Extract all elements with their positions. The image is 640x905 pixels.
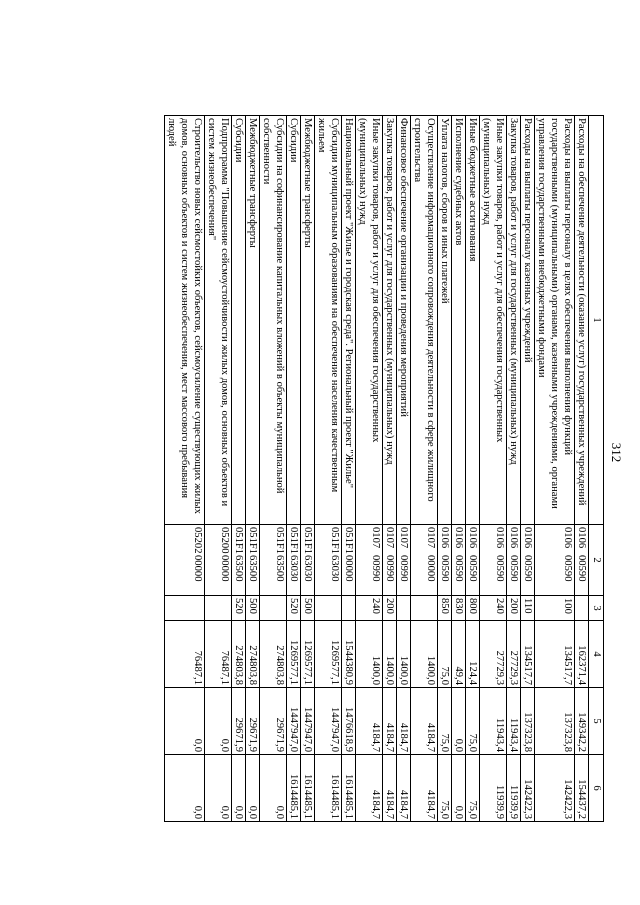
row-value-2021: 0,0 <box>165 755 205 822</box>
row-section: 0107 <box>370 527 381 549</box>
row-type: 520 <box>232 596 246 621</box>
row-type <box>342 596 356 621</box>
row-section: 051F1 <box>233 527 244 555</box>
row-name: Субсидии <box>232 116 246 525</box>
row-value-2021: 11939,9 <box>480 755 507 822</box>
row-value-2019: 49,4 <box>452 621 466 688</box>
row-value-2019: 1400,0 <box>356 621 383 688</box>
row-type: 240 <box>480 596 507 621</box>
row-value-2021: 0,0 <box>246 755 260 822</box>
row-section: 0107 <box>398 527 409 549</box>
row-code <box>342 525 356 596</box>
row-code <box>356 525 383 596</box>
row-target: 00590 <box>467 555 478 582</box>
row-value-2019: 1269577,1 <box>287 621 301 688</box>
row-section: 0106 <box>494 527 505 549</box>
row-type: 800 <box>466 596 480 621</box>
row-value-2020: 1447947,0 <box>315 688 342 755</box>
table-row <box>356 116 383 822</box>
page-number: 312 <box>609 442 624 463</box>
row-target: 00590 <box>508 555 519 582</box>
row-section: 051F1 <box>329 527 340 555</box>
row-code <box>535 525 575 596</box>
row-target: 00990 <box>370 555 381 582</box>
col-header-3: 3 <box>589 596 604 621</box>
col-header-4: 4 <box>589 621 604 688</box>
row-value-2020: 137323,8 <box>521 688 535 755</box>
row-section: 0106 <box>453 527 464 549</box>
row-target: 00590 <box>576 555 587 582</box>
row-value-2019: 1400,0 <box>383 621 397 688</box>
row-value-2021: 0,0 <box>205 755 232 822</box>
row-value-2019: 124,4 <box>466 621 480 688</box>
row-code <box>315 525 342 596</box>
table-row <box>315 116 342 822</box>
row-value-2021: 0,0 <box>260 755 287 822</box>
row-section: 051F1 <box>343 527 354 555</box>
row-name: Исполнение судебных актов <box>452 116 466 525</box>
row-name: Иные бюджетные ассигнования <box>466 116 480 525</box>
table-row <box>438 116 452 822</box>
row-value-2020: 75,0 <box>466 688 480 755</box>
row-value-2021: 154437,2 <box>575 755 589 822</box>
row-target: 00590 <box>494 555 505 582</box>
col-header-6: 6 <box>589 755 604 822</box>
table-row <box>205 116 232 822</box>
row-value-2020: 1476618,9 <box>342 688 356 755</box>
row-target: 63500 <box>274 555 285 582</box>
row-target: 00000 <box>343 555 354 582</box>
row-type: 500 <box>246 596 260 621</box>
row-name: Расходы на обеспечение деятельности (оказание услуг) государственных учреждений <box>575 116 589 525</box>
col-header-5: 5 <box>589 688 604 755</box>
row-code <box>287 525 301 596</box>
row-section: 051F1 <box>288 527 299 555</box>
row-value-2020: 4184,7 <box>356 688 383 755</box>
row-section: 0106 <box>562 527 573 549</box>
row-value-2021: 11939,9 <box>507 755 521 822</box>
row-value-2019: 1400,0 <box>397 621 411 688</box>
row-type: 200 <box>507 596 521 621</box>
table-row <box>342 116 356 822</box>
table-row <box>507 116 521 822</box>
row-target: 00000 <box>192 555 203 582</box>
row-section: 0106 <box>467 527 478 549</box>
row-target: 63500 <box>233 555 244 582</box>
row-section: 0106 <box>522 527 533 549</box>
row-section: 05200 <box>219 527 230 554</box>
row-type <box>205 596 232 621</box>
row-value-2021: 142422,3 <box>535 755 575 822</box>
row-code <box>438 525 452 596</box>
row-type: 830 <box>452 596 466 621</box>
row-value-2021: 75,0 <box>438 755 452 822</box>
table-row <box>535 116 575 822</box>
row-value-2020: 1447947,0 <box>301 688 315 755</box>
row-code <box>507 525 521 596</box>
row-name: Субсидии <box>287 116 301 525</box>
table-row <box>397 116 411 822</box>
row-name: Субсидии на софинансирование капитальных вложений в объекты муниципальной собственности <box>260 116 287 525</box>
row-type <box>260 596 287 621</box>
row-value-2019: 27729,3 <box>480 621 507 688</box>
row-section: 051F1 <box>274 527 285 555</box>
table-row <box>575 116 589 822</box>
row-value-2020: 29671,9 <box>246 688 260 755</box>
row-value-2019: 274803,8 <box>260 621 287 688</box>
row-name: Иные закупки товаров, работ и услуг для обеспечения государственных (муниципальных) нужд <box>356 116 383 525</box>
col-header-1: 1 <box>589 116 604 525</box>
row-value-2019: 75,0 <box>438 621 452 688</box>
row-code <box>232 525 246 596</box>
row-type: 100 <box>535 596 575 621</box>
row-value-2019: 134517,7 <box>521 621 535 688</box>
row-section: 0106 <box>439 527 450 549</box>
table-row <box>480 116 507 822</box>
row-target: 00590 <box>562 555 573 582</box>
row-value-2021: 1614485,1 <box>287 755 301 822</box>
row-name: Иные закупки товаров, работ и услуг для обеспечения государственных (муниципальных) нужд <box>480 116 507 525</box>
row-code <box>480 525 507 596</box>
row-code <box>466 525 480 596</box>
row-value-2021: 4184,7 <box>383 755 397 822</box>
row-value-2021: 0,0 <box>232 755 246 822</box>
row-value-2019: 1269577,1 <box>301 621 315 688</box>
row-value-2019: 1269577,1 <box>315 621 342 688</box>
table-row <box>521 116 535 822</box>
row-value-2021: 1614485,1 <box>342 755 356 822</box>
row-name: Подпрограмма "Повышение сейсмоустойчивости жилых домов, основных объектов и систем жизнеобеспечения" <box>205 116 232 525</box>
row-value-2020: 4184,7 <box>383 688 397 755</box>
row-value-2021: 4184,7 <box>397 755 411 822</box>
row-value-2019: 1400,0 <box>411 621 438 688</box>
row-value-2021: 1614485,1 <box>315 755 342 822</box>
row-target: 00590 <box>439 555 450 582</box>
row-value-2020: 0,0 <box>165 688 205 755</box>
row-value-2021: 4184,7 <box>356 755 383 822</box>
row-target: 00000 <box>219 555 230 582</box>
row-value-2021: 4184,7 <box>411 755 438 822</box>
row-value-2019: 162371,4 <box>575 621 589 688</box>
row-value-2019: 76487,1 <box>205 621 232 688</box>
row-target: 00000 <box>425 555 436 582</box>
table-row <box>383 116 397 822</box>
row-value-2021: 75,0 <box>466 755 480 822</box>
row-value-2019: 274803,8 <box>246 621 260 688</box>
row-section: 0106 <box>508 527 519 549</box>
row-target: 00590 <box>522 555 533 582</box>
row-section: 05202 <box>192 527 203 554</box>
row-value-2020: 137323,8 <box>535 688 575 755</box>
row-code <box>383 525 397 596</box>
row-value-2021: 0,0 <box>452 755 466 822</box>
row-type: 200 <box>383 596 397 621</box>
row-code <box>397 525 411 596</box>
row-name: Расходы на выплаты персоналу казенных учреждений <box>521 116 535 525</box>
row-code <box>411 525 438 596</box>
row-type <box>397 596 411 621</box>
row-name: Закупка товаров, работ и услуг для государственных (муниципальных) нужд <box>383 116 397 525</box>
table-row <box>260 116 287 822</box>
row-section: 0106 <box>576 527 587 549</box>
row-target: 00590 <box>453 555 464 582</box>
row-type <box>411 596 438 621</box>
row-code <box>165 525 205 596</box>
table-row <box>411 116 438 822</box>
row-name: Осуществление информационного сопровождения деятельности в сфере жилищного строительства <box>411 116 438 525</box>
row-value-2019: 274803,8 <box>232 621 246 688</box>
row-name: Национальный проект "Жилье и городская среда". Региональный проект "Жилье" <box>342 116 356 525</box>
row-section: 051F1 <box>302 527 313 555</box>
table-row <box>466 116 480 822</box>
row-code <box>452 525 466 596</box>
row-value-2020: 149342,2 <box>575 688 589 755</box>
row-type: 110 <box>521 596 535 621</box>
table-row <box>287 116 301 822</box>
row-name: Строительство новых сейсмостойких объектов, сейсмоусиление существующих жилых домов, основных объектов и систем жизнеобеспечения, мест массового пребывания людей <box>165 116 205 525</box>
row-target: 63030 <box>302 555 313 582</box>
row-name: Расходы на выплаты персоналу в целях обеспечения выполнения функций государственными (муниципальными) органами, казенными учреждениями, органами управления государственными внебюджетными фондами <box>535 116 575 525</box>
row-name: Закупка товаров, работ и услуг для государственных (муниципальных) нужд <box>507 116 521 525</box>
row-value-2019: 76487,1 <box>165 621 205 688</box>
row-value-2021: 1614485,1 <box>301 755 315 822</box>
row-value-2020: 0,0 <box>452 688 466 755</box>
row-value-2019: 134517,7 <box>535 621 575 688</box>
row-type: 240 <box>356 596 383 621</box>
row-value-2020: 4184,7 <box>397 688 411 755</box>
row-code <box>521 525 535 596</box>
table-row <box>165 116 205 822</box>
row-type: 520 <box>287 596 301 621</box>
row-value-2020: 11943,4 <box>480 688 507 755</box>
row-type <box>315 596 342 621</box>
header-row <box>589 116 604 822</box>
row-target: 63030 <box>288 555 299 582</box>
row-code <box>301 525 315 596</box>
row-target: 63500 <box>247 555 258 582</box>
row-type: 500 <box>301 596 315 621</box>
row-value-2019: 27729,3 <box>507 621 521 688</box>
row-value-2020: 29671,9 <box>260 688 287 755</box>
table-row <box>246 116 260 822</box>
row-code <box>246 525 260 596</box>
row-value-2020: 0,0 <box>205 688 232 755</box>
row-name: Межбюджетные трансферты <box>246 116 260 525</box>
table-row <box>301 116 315 822</box>
row-name: Финансовое обеспечение организации и проведения мероприятий <box>397 116 411 525</box>
row-section: 051F1 <box>247 527 258 555</box>
row-section: 0107 <box>384 527 395 549</box>
row-name: Межбюджетные трансферты <box>301 116 315 525</box>
row-value-2020: 1447947,0 <box>287 688 301 755</box>
table-row <box>232 116 246 822</box>
row-value-2020: 11943,4 <box>507 688 521 755</box>
row-value-2020: 4184,7 <box>411 688 438 755</box>
row-target: 00990 <box>384 555 395 582</box>
row-type <box>165 596 205 621</box>
row-value-2019: 1544380,9 <box>342 621 356 688</box>
row-code <box>260 525 287 596</box>
row-code <box>575 525 589 596</box>
row-value-2020: 29671,9 <box>232 688 246 755</box>
row-target: 00990 <box>398 555 409 582</box>
col-header-2: 2 <box>589 525 604 596</box>
row-type: 850 <box>438 596 452 621</box>
row-name: Субсидии муниципальным образованиям на обеспечение населения качественным жильем <box>315 116 342 525</box>
row-code <box>205 525 232 596</box>
row-target: 63030 <box>329 555 340 582</box>
budget-table <box>164 115 604 822</box>
row-name: Уплата налогов, сборов и иных платежей <box>438 116 452 525</box>
row-value-2021: 142422,3 <box>521 755 535 822</box>
row-type <box>575 596 589 621</box>
row-value-2020: 75,0 <box>438 688 452 755</box>
row-section: 0107 <box>425 527 436 549</box>
table-row <box>452 116 466 822</box>
